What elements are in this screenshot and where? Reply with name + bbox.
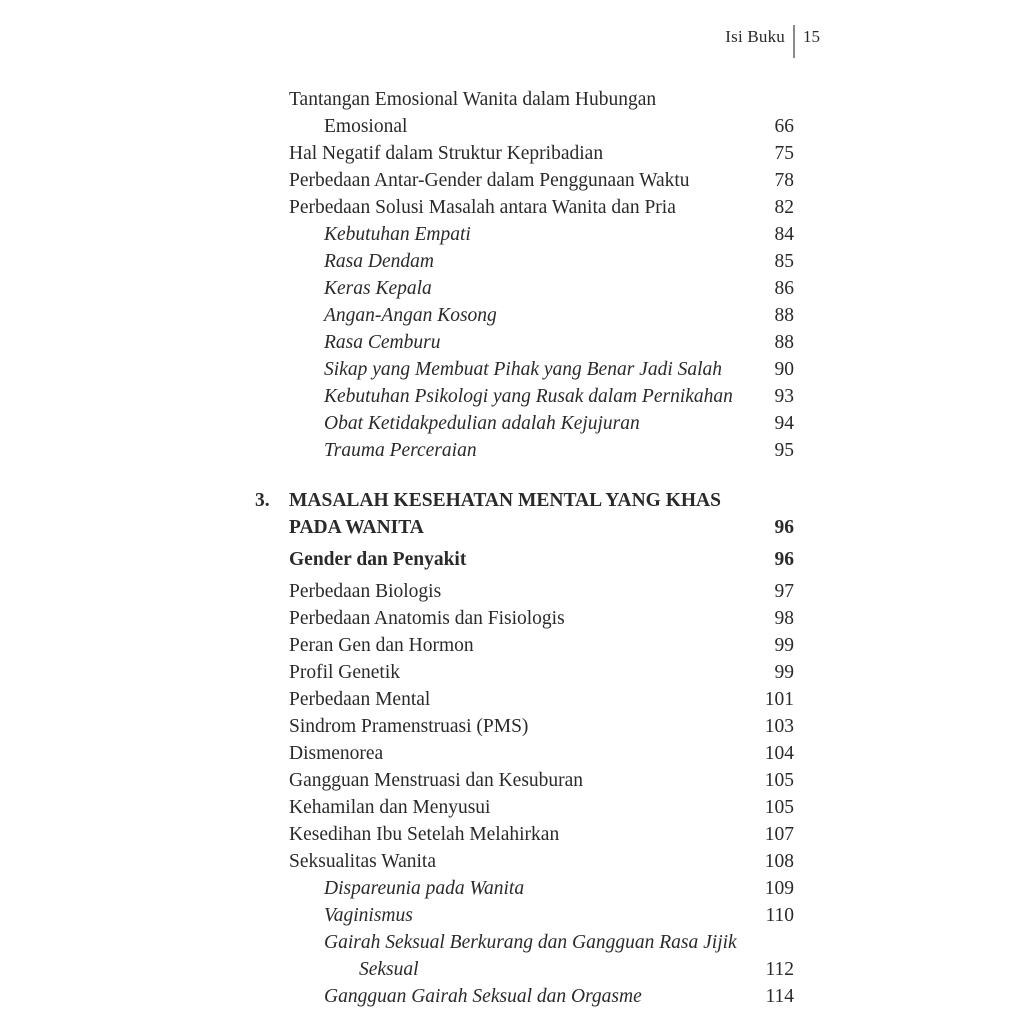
toc-subentry-continuation <box>289 956 794 983</box>
toc-entry-title: Angan-Angan Kosong <box>324 305 497 326</box>
toc-entry-page: 103 <box>764 716 794 737</box>
toc-entry <box>289 194 794 221</box>
toc-entry-page: 85 <box>774 251 794 272</box>
toc-entry <box>289 686 794 713</box>
toc-subentry <box>289 902 794 929</box>
toc-subentry <box>289 221 794 248</box>
toc-entry-page: 107 <box>764 824 794 845</box>
toc-entry-page: 104 <box>764 743 794 764</box>
toc-entry-title: Gangguan Menstruasi dan Kesuburan <box>289 770 584 791</box>
toc-entry <box>289 659 794 686</box>
toc-entry <box>289 140 794 167</box>
toc-entry-page: 95 <box>774 440 794 461</box>
section-heading <box>289 546 794 573</box>
toc-entry-title: Kehamilan dan Menyusui <box>289 797 491 818</box>
header-divider <box>793 25 795 58</box>
toc-subentry <box>289 302 794 329</box>
toc-entry-title: Perbedaan Anatomis dan Fisiologis <box>289 608 565 629</box>
toc-subentry <box>289 410 794 437</box>
toc-entry <box>289 578 794 605</box>
toc-entry-page: 112 <box>765 959 794 980</box>
toc-entry-page: 78 <box>774 170 794 191</box>
toc-entry-title: Dispareunia pada Wanita <box>324 878 525 899</box>
toc-entry-title: Vaginismus <box>324 905 413 926</box>
running-header <box>0 25 1024 59</box>
toc-entry-title: Profil Genetik <box>289 662 401 683</box>
toc-entry-title: Gangguan Gairah Seksual dan Orgasme <box>324 986 642 1007</box>
toc-subentry <box>289 875 794 902</box>
toc-entry <box>289 848 794 875</box>
toc-entry-page: 109 <box>764 878 794 899</box>
section-title: Gender dan Penyakit <box>289 549 467 570</box>
header-title: Isi Buku <box>725 27 785 46</box>
toc-subentry <box>289 248 794 275</box>
toc-entry-title: Seksual <box>359 959 419 980</box>
toc-entry <box>289 794 794 821</box>
toc-entry-continuation <box>289 113 794 140</box>
toc-entry-title: Kebutuhan Psikologi yang Rusak dalam Pernikahan <box>324 386 733 407</box>
toc-entry-page: 88 <box>774 332 794 353</box>
toc-entry-page: 94 <box>774 413 794 434</box>
toc-entry-page: 88 <box>774 305 794 326</box>
chapter-title: MASALAH KESEHATAN MENTAL YANG KHAS <box>289 490 721 511</box>
toc-entry-page: 93 <box>774 386 794 407</box>
toc-entry-title: Sikap yang Membuat Pihak yang Benar Jadi Salah <box>324 359 723 380</box>
toc-entry-page: 99 <box>774 635 794 656</box>
toc-entry <box>289 821 794 848</box>
toc-entry-title: Obat Ketidakpedulian adalah Kejujuran <box>324 413 640 434</box>
toc-entry-title: Peran Gen dan Hormon <box>289 635 474 656</box>
toc-entry-title: Perbedaan Biologis <box>289 581 442 602</box>
toc-entry <box>289 167 794 194</box>
chapter-title-line2 <box>289 514 794 541</box>
toc-entry-page: 105 <box>764 797 794 818</box>
toc-entry-title: Gairah Seksual Berkurang dan Gangguan Rasa Jijik <box>324 932 737 953</box>
toc-subentry <box>289 383 794 410</box>
toc-subentry <box>289 275 794 302</box>
header-page-number: 15 <box>803 27 820 46</box>
toc-entry <box>289 605 794 632</box>
toc-entry-page: 101 <box>764 689 794 710</box>
toc-entry-title: Rasa Cemburu <box>324 332 441 353</box>
toc-entry-page: 110 <box>765 905 794 926</box>
toc-entry-title: Perbedaan Mental <box>289 689 431 710</box>
toc-entry-page: 86 <box>774 278 794 299</box>
toc-subentry <box>289 929 794 956</box>
toc-subentry <box>289 983 794 1010</box>
toc-entry-title: Perbedaan Antar-Gender dalam Penggunaan Waktu <box>289 170 690 191</box>
toc-entry-page: 75 <box>774 143 794 164</box>
toc-entry-title: Seksualitas Wanita <box>289 851 437 872</box>
toc-entry <box>289 713 794 740</box>
toc-entry-title: Rasa Dendam <box>324 251 434 272</box>
toc-entry <box>289 767 794 794</box>
toc-entry-page: 84 <box>774 224 794 245</box>
toc-entry-page: 105 <box>764 770 794 791</box>
toc-subentry <box>289 437 794 464</box>
toc-entry-page: 90 <box>774 359 794 380</box>
toc-entry-title: Tantangan Emosional Wanita dalam Hubungan <box>289 89 657 110</box>
chapter-number: 3. <box>255 490 270 511</box>
toc-entry <box>289 632 794 659</box>
toc-entry-page: 99 <box>774 662 794 683</box>
toc-entry-title: Kebutuhan Empati <box>324 224 471 245</box>
toc-entry-page: 108 <box>764 851 794 872</box>
toc-entry-page: 114 <box>765 986 794 1007</box>
toc-entry-page: 66 <box>774 116 794 137</box>
toc-subentry <box>289 329 794 356</box>
chapter-page: 96 <box>774 517 794 538</box>
toc-entry <box>289 86 794 113</box>
toc-entry-title: Kesedihan Ibu Setelah Melahirkan <box>289 824 560 845</box>
toc-entry-title: Keras Kepala <box>324 278 432 299</box>
chapter-title: PADA WANITA <box>289 517 424 538</box>
toc-entry-page: 82 <box>774 197 794 218</box>
toc-entry-title: Sindrom Pramenstruasi (PMS) <box>289 716 529 737</box>
toc-entry-page: 97 <box>774 581 794 602</box>
toc-entry <box>289 740 794 767</box>
toc-entry-title: Hal Negatif dalam Struktur Kepribadian <box>289 143 604 164</box>
toc-entry-title: Perbedaan Solusi Masalah antara Wanita dan Pria <box>289 197 676 218</box>
toc-subentry <box>289 356 794 383</box>
chapter-title-line1 <box>289 487 794 514</box>
section-page: 96 <box>774 549 794 570</box>
toc-entry-title: Dismenorea <box>289 743 384 764</box>
toc-entry-page: 98 <box>774 608 794 629</box>
toc-entry-title: Trauma Perceraian <box>324 440 477 461</box>
toc-entry-title: Emosional <box>324 116 408 137</box>
